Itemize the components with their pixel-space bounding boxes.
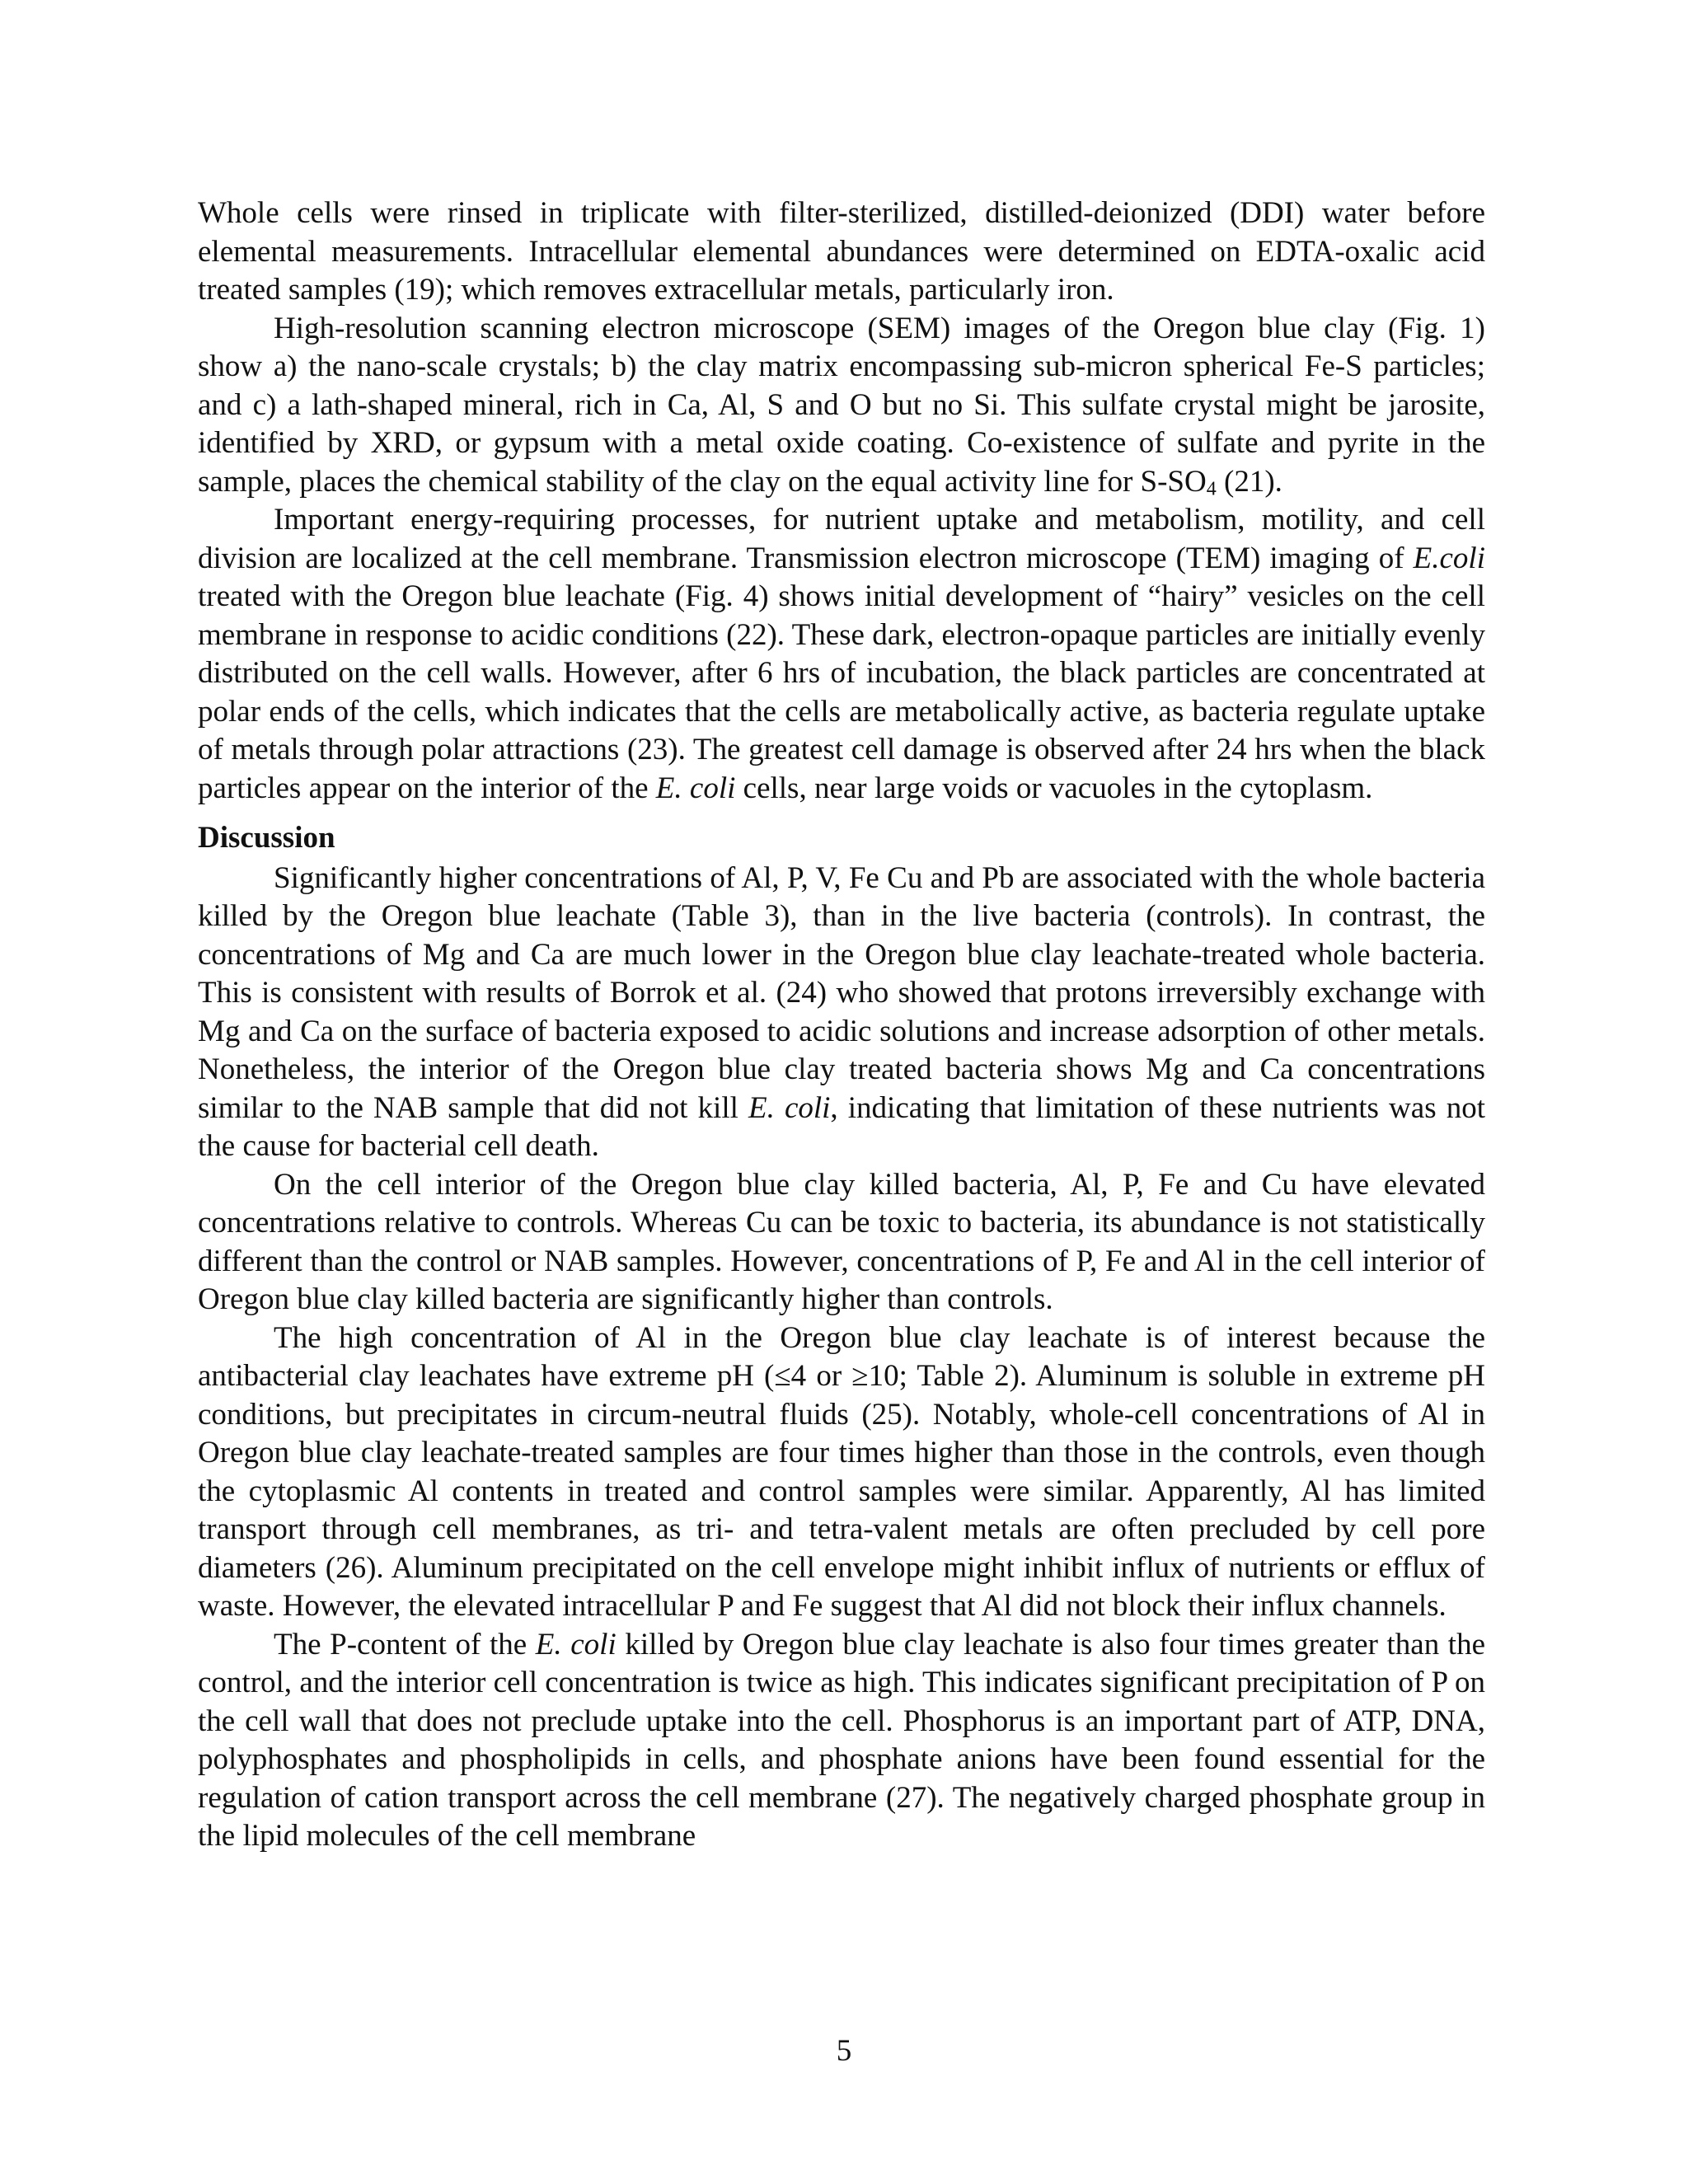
paragraph-text: treated with the Oregon blue leachate (Fig. 4) shows initial development of “hairy” vesicles on the cell membrane in response to acidic conditions (22). These dark, electron-opaque particles are initially evenly distributed on the cell walls. However, after 6 hrs of incubation, the black particles are concentrated at polar ends of the cells, which indicates that the cells are metabolically active, as bacteria regulate uptake of metals through polar attractions (23). The greatest cell damage is observed after 24 hrs when the black particles appear on the interior of the	[198, 579, 1486, 805]
page-body	[198, 194, 1485, 1856]
paragraph-tem-imaging	[198, 501, 1485, 808]
paragraph-text: (21).	[1216, 464, 1282, 499]
section-heading-discussion: Discussion	[198, 821, 335, 855]
paragraph-cell-interior: On the cell interior of the Oregon blue clay killed bacteria, Al, P, Fe and Cu have elevated concentrations relative to controls. Whereas Cu can be toxic to bacteria, its abundance is not statistically different than the control or NAB samples. However, concentrations of P, Fe and Al in the cell interior of Oregon blue clay killed bacteria are significantly higher than controls.	[198, 1167, 1485, 1316]
paragraph-phosphorus	[198, 1626, 1485, 1856]
paragraph-text: Important energy-requiring processes, for nutrient uptake and metabolism, motility, and cell division are localized at the cell membrane. Transmission electron microscope (TEM) imaging of	[198, 503, 1485, 575]
paragraph-text: cells, near large voids or vacuoles in the cytoplasm.	[735, 771, 1373, 805]
paragraph-sem-images	[198, 310, 1485, 502]
species-name: E. coli	[535, 1627, 617, 1661]
paragraph-text: killed by Oregon blue clay leachate is also four times greater than the control, and the interior cell concentration is twice as high. This indicates significant precipitation of P on the cell wall that does not preclude uptake into the cell. Phosphorus is an important part of ATP, DNA, polyphosphates and phospholipids in cells, and phosphate anions have been found essential for the regulation of cation transport across the cell membrane (27). The negatively charged phosphate group in the lipid molecules of the cell membrane	[198, 1627, 1486, 1853]
species-name: E. coli	[655, 771, 736, 805]
paragraph-text: , indicating that limitation of these nutrients was not the cause for bacterial cell death.	[198, 1090, 1485, 1163]
paragraph-text: Significantly higher concentrations of Al, P, V, Fe Cu and Pb are associated with the whole bacteria killed by the Oregon blue leachate (Table 3), than in the live bacteria (controls). In contrast, the concentrations of Mg and Ca are much lower in the Oregon blue clay leachate-treated whole bacteria. This is consistent with results of Borrok et al. (24) who showed that protons irreversibly exchange with Mg and Ca on the surface of bacteria exposed to acidic solutions and increase adsorption of other metals. Nonetheless, the interior of the Oregon blue clay treated bacteria shows Mg and Ca concentrations similar to the NAB sample that did not kill	[198, 860, 1485, 1125]
species-name: E. coli	[748, 1090, 831, 1125]
paragraph-text: The P-content of the	[274, 1627, 536, 1661]
paragraph-text: High-resolution scanning electron microscope (SEM) images of the Oregon blue clay (Fig. 1) show a) the nano-scale crystals; b) the clay matrix encompassing sub-micron spherical Fe-S particles; and c) a lath-shaped mineral, rich in Ca, Al, S and O but no Si. This sulfate crystal might be jarosite, identified by XRD, or gypsum with a metal oxide coating. Co-existence of sulfate and pyrite in the sample, places the chemical stability of the clay on the equal activity line for S-SO	[198, 311, 1485, 499]
page-number: 5	[836, 2034, 852, 2068]
subscript: 4	[1206, 477, 1217, 499]
paragraph-whole-cells: Whole cells were rinsed in triplicate with filter-sterilized, distilled-deionized (DDI) water before elemental measurements. Intracellular elemental abundances were determined on EDTA-oxalic acid treated samples (19); which removes extracellular metals, particularly iron.	[198, 196, 1485, 307]
species-name: E.coli	[1413, 541, 1485, 575]
paragraph-concentrations	[198, 860, 1485, 1166]
paragraph-aluminum: The high concentration of Al in the Oregon blue clay leachate is of interest because the antibacterial clay leachates have extreme pH (≤4 or ≥10; Table 2). Aluminum is soluble in extreme pH conditions, but precipitates in circum-neutral fluids (25). Notably, whole-cell concentrations of Al in Oregon blue clay leachate-treated samples are four times higher than those in the controls, even though the cytoplasmic Al contents in treated and control samples were similar. Apparently, Al has limited transport through cell membranes, as tri- and tetra-valent metals are often precluded by cell pore diameters (26). Aluminum precipitated on the cell envelope might inhibit influx of nutrients or efflux of waste. However, the elevated intracellular P and Fe suggest that Al did not block their influx channels.	[198, 1320, 1485, 1623]
